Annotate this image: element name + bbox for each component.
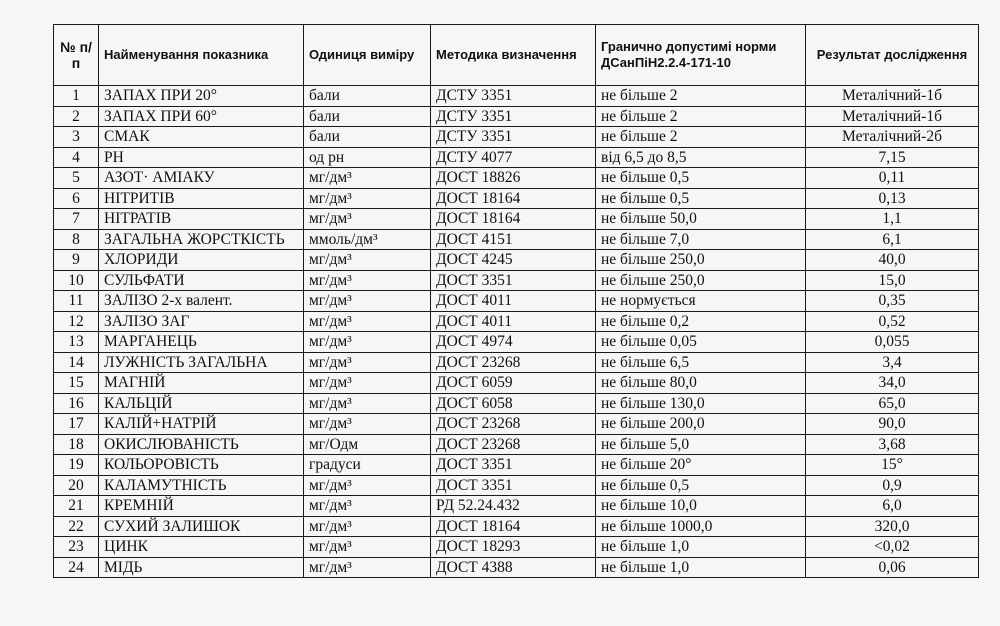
table-row <box>54 537 979 558</box>
cell-unit: мг/дм³ <box>304 373 431 394</box>
cell-method: ДСТУ 4077 <box>431 147 596 168</box>
table-body <box>54 86 979 578</box>
cell-norm: не більше 1,0 <box>596 537 806 558</box>
cell-number: 21 <box>54 496 99 517</box>
cell-method: ДОСТ 4011 <box>431 291 596 312</box>
cell-result: 6,1 <box>806 229 979 250</box>
cell-result: 320,0 <box>806 516 979 537</box>
cell-number: 5 <box>54 168 99 189</box>
table-row <box>54 270 979 291</box>
cell-method: ДОСТ 4151 <box>431 229 596 250</box>
cell-unit: мг/дм³ <box>304 393 431 414</box>
cell-result: 0,35 <box>806 291 979 312</box>
cell-indicator-name: КРЕМНІЙ <box>99 496 304 517</box>
cell-result: 40,0 <box>806 250 979 271</box>
cell-result: 0,06 <box>806 557 979 578</box>
cell-method: ДСТУ 3351 <box>431 106 596 127</box>
table-row <box>54 414 979 435</box>
cell-unit: градуси <box>304 455 431 476</box>
cell-indicator-name: ОКИСЛЮВАНІСТЬ <box>99 434 304 455</box>
cell-number: 11 <box>54 291 99 312</box>
cell-norm: не більше 200,0 <box>596 414 806 435</box>
cell-number: 12 <box>54 311 99 332</box>
cell-indicator-name: ХЛОРИДИ <box>99 250 304 271</box>
cell-result: 34,0 <box>806 373 979 394</box>
cell-norm: не більше 0,5 <box>596 475 806 496</box>
cell-norm: не більше 250,0 <box>596 270 806 291</box>
cell-unit: мг/дм³ <box>304 496 431 517</box>
cell-unit: мг/дм³ <box>304 516 431 537</box>
table-row <box>54 291 979 312</box>
cell-method: ДОСТ 23268 <box>431 352 596 373</box>
cell-indicator-name: СУХИЙ ЗАЛИШОК <box>99 516 304 537</box>
cell-method: ДСТУ 3351 <box>431 86 596 107</box>
cell-method: ДОСТ 18164 <box>431 516 596 537</box>
cell-norm: не більше 2 <box>596 127 806 148</box>
cell-indicator-name: КАЛАМУТНІСТЬ <box>99 475 304 496</box>
cell-indicator-name: СМАК <box>99 127 304 148</box>
cell-indicator-name: СУЛЬФАТИ <box>99 270 304 291</box>
cell-indicator-name: ЗАЛІЗО ЗАГ <box>99 311 304 332</box>
table-row <box>54 147 979 168</box>
cell-method: ДОСТ 23268 <box>431 434 596 455</box>
cell-indicator-name: КОЛЬОРОВІСТЬ <box>99 455 304 476</box>
table-row <box>54 496 979 517</box>
table-row <box>54 250 979 271</box>
cell-number: 13 <box>54 332 99 353</box>
cell-unit: мг/дм³ <box>304 188 431 209</box>
cell-unit: мг/дм³ <box>304 250 431 271</box>
cell-result: 90,0 <box>806 414 979 435</box>
cell-unit: бали <box>304 86 431 107</box>
table-row <box>54 516 979 537</box>
cell-norm: не більше 80,0 <box>596 373 806 394</box>
table-header-row <box>54 25 979 86</box>
cell-unit: мг/дм³ <box>304 311 431 332</box>
cell-indicator-name: ЗАПАХ ПРИ 20° <box>99 86 304 107</box>
cell-number: 7 <box>54 209 99 230</box>
cell-method: ДОСТ 6059 <box>431 373 596 394</box>
table-row <box>54 332 979 353</box>
cell-result: 0,9 <box>806 475 979 496</box>
cell-number: 6 <box>54 188 99 209</box>
cell-result: 15° <box>806 455 979 476</box>
cell-result: Металічний-1б <box>806 86 979 107</box>
cell-unit: бали <box>304 127 431 148</box>
cell-indicator-name: КАЛЬЦІЙ <box>99 393 304 414</box>
table-row <box>54 373 979 394</box>
cell-indicator-name: ЗАГАЛЬНА ЖОРСТКІСТЬ <box>99 229 304 250</box>
cell-norm: не більше 5,0 <box>596 434 806 455</box>
cell-unit: мг/дм³ <box>304 209 431 230</box>
cell-indicator-name: ЛУЖНІСТЬ ЗАГАЛЬНА <box>99 352 304 373</box>
cell-number: 15 <box>54 373 99 394</box>
cell-method: ДСТУ 3351 <box>431 127 596 148</box>
cell-number: 4 <box>54 147 99 168</box>
cell-result: 3,68 <box>806 434 979 455</box>
table-row <box>54 352 979 373</box>
table-row <box>54 168 979 189</box>
cell-norm: не більше 0,2 <box>596 311 806 332</box>
cell-number: 1 <box>54 86 99 107</box>
cell-indicator-name: НІТРИТІВ <box>99 188 304 209</box>
cell-norm: не більше 2 <box>596 86 806 107</box>
header-norm: Гранично допустимі норми ДСанПіН2.2.4-171-10 <box>596 25 806 86</box>
header-result: Результат дослідження <box>806 25 979 86</box>
cell-norm: не нормується <box>596 291 806 312</box>
cell-norm: не більше 10,0 <box>596 496 806 517</box>
cell-number: 24 <box>54 557 99 578</box>
cell-indicator-name: АЗОТ· АМІАКУ <box>99 168 304 189</box>
cell-indicator-name: ЗАЛІЗО 2-х валент. <box>99 291 304 312</box>
cell-norm: не більше 0,5 <box>596 168 806 189</box>
cell-method: ДОСТ 4011 <box>431 311 596 332</box>
cell-number: 14 <box>54 352 99 373</box>
cell-norm: не більше 20° <box>596 455 806 476</box>
cell-result: 65,0 <box>806 393 979 414</box>
cell-method: ДОСТ 18293 <box>431 537 596 558</box>
table-row <box>54 311 979 332</box>
cell-number: 23 <box>54 537 99 558</box>
cell-result: 3,4 <box>806 352 979 373</box>
cell-method: РД 52.24.432 <box>431 496 596 517</box>
table-row <box>54 86 979 107</box>
cell-result: 15,0 <box>806 270 979 291</box>
cell-norm: не більше 250,0 <box>596 250 806 271</box>
cell-number: 18 <box>54 434 99 455</box>
cell-indicator-name: НІТРАТІВ <box>99 209 304 230</box>
cell-method: ДОСТ 18826 <box>431 168 596 189</box>
cell-method: ДОСТ 23268 <box>431 414 596 435</box>
cell-number: 10 <box>54 270 99 291</box>
cell-norm: не більше 1,0 <box>596 557 806 578</box>
cell-method: ДОСТ 4974 <box>431 332 596 353</box>
cell-norm: не більше 7,0 <box>596 229 806 250</box>
table-row <box>54 229 979 250</box>
cell-unit: мг/дм³ <box>304 475 431 496</box>
cell-norm: не більше 0,5 <box>596 188 806 209</box>
cell-method: ДОСТ 18164 <box>431 188 596 209</box>
cell-norm: не більше 0,05 <box>596 332 806 353</box>
cell-result: 0,11 <box>806 168 979 189</box>
cell-result: 0,13 <box>806 188 979 209</box>
cell-unit: бали <box>304 106 431 127</box>
cell-number: 16 <box>54 393 99 414</box>
cell-norm: не більше 130,0 <box>596 393 806 414</box>
cell-method: ДОСТ 3351 <box>431 455 596 476</box>
header-number: № п/п <box>54 25 99 86</box>
cell-number: 20 <box>54 475 99 496</box>
cell-indicator-name: ЗАПАХ ПРИ 60° <box>99 106 304 127</box>
cell-number: 3 <box>54 127 99 148</box>
cell-indicator-name: МАРГАНЕЦЬ <box>99 332 304 353</box>
water-analysis-table <box>53 24 979 578</box>
cell-norm: від 6,5 до 8,5 <box>596 147 806 168</box>
cell-result: 0,055 <box>806 332 979 353</box>
cell-number: 17 <box>54 414 99 435</box>
cell-norm: не більше 50,0 <box>596 209 806 230</box>
cell-unit: мг/дм³ <box>304 537 431 558</box>
cell-norm: не більше 2 <box>596 106 806 127</box>
cell-indicator-name: ЦИНК <box>99 537 304 558</box>
table-row <box>54 188 979 209</box>
cell-number: 19 <box>54 455 99 476</box>
cell-unit: ммоль/дм³ <box>304 229 431 250</box>
cell-unit: мг/дм³ <box>304 332 431 353</box>
cell-norm: не більше 6,5 <box>596 352 806 373</box>
cell-method: ДОСТ 4388 <box>431 557 596 578</box>
table-row <box>54 106 979 127</box>
cell-number: 9 <box>54 250 99 271</box>
cell-method: ДОСТ 3351 <box>431 475 596 496</box>
cell-result: <0,02 <box>806 537 979 558</box>
cell-result: 0,52 <box>806 311 979 332</box>
cell-result: 7,15 <box>806 147 979 168</box>
cell-unit: мг/дм³ <box>304 414 431 435</box>
cell-unit: мг/дм³ <box>304 270 431 291</box>
cell-method: ДОСТ 6058 <box>431 393 596 414</box>
header-indicator-name: Найменування показника <box>99 25 304 86</box>
cell-norm: не більше 1000,0 <box>596 516 806 537</box>
cell-unit: мг/дм³ <box>304 291 431 312</box>
cell-unit: мг/Одм <box>304 434 431 455</box>
cell-unit: мг/дм³ <box>304 557 431 578</box>
table-row <box>54 557 979 578</box>
cell-result: Металічний-1б <box>806 106 979 127</box>
table-row <box>54 393 979 414</box>
cell-unit: од рн <box>304 147 431 168</box>
cell-result: Металічний-2б <box>806 127 979 148</box>
table-row <box>54 127 979 148</box>
table-row <box>54 434 979 455</box>
header-unit: Одиниця виміру <box>304 25 431 86</box>
cell-result: 1,1 <box>806 209 979 230</box>
cell-number: 22 <box>54 516 99 537</box>
cell-method: ДОСТ 3351 <box>431 270 596 291</box>
cell-number: 2 <box>54 106 99 127</box>
cell-unit: мг/дм³ <box>304 168 431 189</box>
header-method: Методика визначення <box>431 25 596 86</box>
cell-unit: мг/дм³ <box>304 352 431 373</box>
cell-indicator-name: МАГНІЙ <box>99 373 304 394</box>
cell-number: 8 <box>54 229 99 250</box>
cell-method: ДОСТ 18164 <box>431 209 596 230</box>
cell-indicator-name: PH <box>99 147 304 168</box>
table-row <box>54 455 979 476</box>
cell-indicator-name: КАЛІЙ+НАТРІЙ <box>99 414 304 435</box>
cell-method: ДОСТ 4245 <box>431 250 596 271</box>
cell-indicator-name: МІДЬ <box>99 557 304 578</box>
table-row <box>54 209 979 230</box>
cell-result: 6,0 <box>806 496 979 517</box>
table-row <box>54 475 979 496</box>
